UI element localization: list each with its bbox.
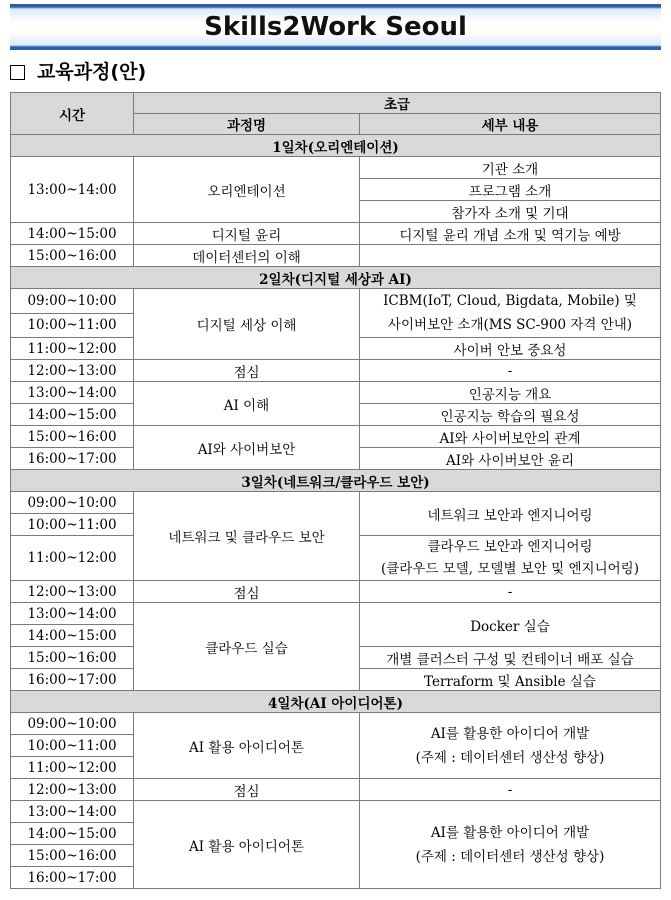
course-cell: 점심	[134, 779, 360, 801]
detail-cell: Terraform 및 Ansible 실습	[360, 669, 661, 691]
detail-line: 클라우드 보안과 엔지니어링	[427, 539, 593, 555]
time-cell: 16:00~17:00	[11, 448, 134, 470]
day-title: 4일차(AI 아이디어톤)	[11, 691, 661, 713]
course-cell: AI 활용 아이디어톤	[134, 713, 360, 779]
title-banner	[10, 4, 661, 50]
course-cell: 클라우드 실습	[134, 603, 360, 691]
time-cell: 13:00~14:00	[11, 603, 134, 625]
time-cell: 09:00~10:00	[11, 713, 134, 735]
time-cell: 09:00~10:00	[11, 289, 134, 314]
time-cell: 16:00~17:00	[11, 669, 134, 691]
course-cell: 디지털 세상 이해	[134, 289, 360, 360]
time-cell: 12:00~13:00	[11, 779, 134, 801]
time-cell: 15:00~16:00	[11, 845, 134, 867]
detail-cell: AI와 사이버보안의 관계	[360, 426, 661, 448]
detail-line: (주제 : 데이터센터 생산성 향상)	[415, 848, 605, 865]
table-row	[11, 713, 661, 735]
day-header-row	[11, 470, 661, 492]
detail-cell	[360, 245, 661, 267]
header-level: 초급	[134, 93, 661, 114]
course-cell: 점심	[134, 360, 360, 382]
table-row	[11, 289, 661, 314]
detail-line: AI를 활용한 아이디어 개발	[430, 725, 590, 742]
course-cell: 점심	[134, 581, 360, 603]
detail-cell	[360, 536, 661, 581]
table-row	[11, 603, 661, 625]
section-heading-text: 교육과정(안)	[37, 61, 147, 83]
time-cell: 12:00~13:00	[11, 360, 134, 382]
detail-cell: 네트워크 보안과 엔지니어링	[360, 492, 661, 536]
detail-cell: 인공지능 개요	[360, 382, 661, 404]
table-row	[11, 382, 661, 404]
detail-line: ICBM(IoT, Cloud, Bigdata, Mobile) 및	[383, 293, 637, 309]
detail-cell: 참가자 소개 및 기대	[360, 201, 661, 223]
day-title: 2일차(디지털 세상과 AI)	[11, 267, 661, 289]
time-cell: 13:00~14:00	[11, 382, 134, 404]
course-cell: 오리엔테이션	[134, 157, 360, 223]
time-cell: 10:00~11:00	[11, 735, 134, 757]
banner-title: Skills2Work Seoul	[204, 12, 467, 42]
time-cell: 15:00~16:00	[11, 426, 134, 448]
time-cell: 15:00~16:00	[11, 245, 134, 267]
time-cell: 16:00~17:00	[11, 867, 134, 889]
detail-cell: 개별 클러스터 구성 및 컨테이너 배포 실습	[360, 647, 661, 669]
course-cell: AI와 사이버보안	[134, 426, 360, 470]
time-cell: 10:00~11:00	[11, 313, 134, 338]
time-cell: 13:00~14:00	[11, 157, 134, 223]
time-cell: 15:00~16:00	[11, 647, 134, 669]
detail-line: (주제 : 데이터센터 생산성 향상)	[415, 749, 605, 766]
square-bullet-icon	[10, 65, 25, 80]
course-cell: AI 이해	[134, 382, 360, 426]
table-row	[11, 157, 661, 179]
table-header-row	[11, 93, 661, 114]
detail-line: (클라우드 모델, 모델별 보안 및 엔지니어링)	[381, 561, 639, 577]
time-cell: 11:00~12:00	[11, 338, 134, 360]
day-header-row	[11, 135, 661, 157]
day-header-row	[11, 267, 661, 289]
time-cell: 14:00~15:00	[11, 625, 134, 647]
detail-cell: -	[360, 779, 661, 801]
course-cell: 데이터센터의 이해	[134, 245, 360, 267]
course-cell: 네트워크 및 클라우드 보안	[134, 492, 360, 581]
detail-cell: 디지털 윤리 개념 소개 및 역기능 예방	[360, 223, 661, 245]
course-cell: AI 활용 아이디어톤	[134, 801, 360, 889]
table-row	[11, 581, 661, 603]
section-heading	[10, 60, 146, 84]
table-row	[11, 245, 661, 267]
time-cell: 12:00~13:00	[11, 581, 134, 603]
detail-cell: 프로그램 소개	[360, 179, 661, 201]
detail-cell: 사이버 안보 중요성	[360, 338, 661, 360]
detail-cell: Docker 실습	[360, 603, 661, 647]
detail-cell: 기관 소개	[360, 157, 661, 179]
detail-cell	[360, 713, 661, 779]
detail-cell	[360, 801, 661, 889]
header-detail: 세부 내용	[360, 114, 661, 135]
time-cell: 14:00~15:00	[11, 404, 134, 426]
header-course: 과정명	[134, 114, 360, 135]
detail-cell: AI와 사이버보안 윤리	[360, 448, 661, 470]
time-cell: 14:00~15:00	[11, 823, 134, 845]
time-cell: 13:00~14:00	[11, 801, 134, 823]
time-cell: 11:00~12:00	[11, 536, 134, 581]
time-cell: 09:00~10:00	[11, 492, 134, 514]
detail-cell: -	[360, 581, 661, 603]
schedule-table	[10, 92, 661, 889]
time-cell: 14:00~15:00	[11, 223, 134, 245]
table-row	[11, 779, 661, 801]
table-row	[11, 360, 661, 382]
table-row	[11, 492, 661, 514]
detail-cell	[360, 289, 661, 338]
table-row	[11, 426, 661, 448]
time-cell: 11:00~12:00	[11, 757, 134, 779]
detail-cell: 인공지능 학습의 필요성	[360, 404, 661, 426]
header-time: 시간	[11, 93, 134, 135]
day-title: 1일차(오리엔테이션)	[11, 135, 661, 157]
day-header-row	[11, 691, 661, 713]
detail-cell: -	[360, 360, 661, 382]
course-cell: 디지털 윤리	[134, 223, 360, 245]
detail-line: 사이버보안 소개(MS SC-900 자격 안내)	[387, 317, 633, 333]
time-cell: 10:00~11:00	[11, 514, 134, 536]
day-title: 3일차(네트워크/클라우드 보안)	[11, 470, 661, 492]
detail-line: AI를 활용한 아이디어 개발	[430, 824, 590, 841]
table-row	[11, 801, 661, 823]
table-row	[11, 223, 661, 245]
